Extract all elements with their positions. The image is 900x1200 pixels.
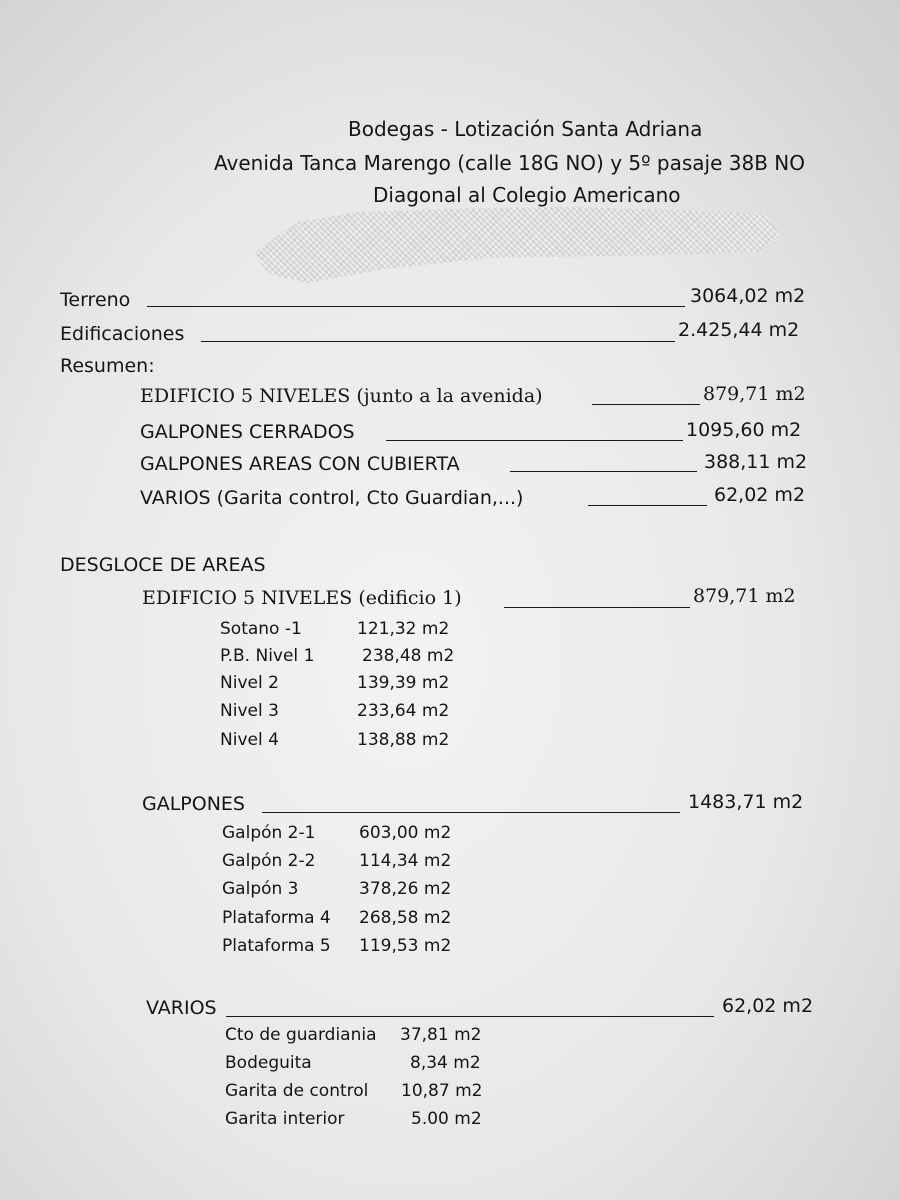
galpones-item-label: Plataforma 5 [222,936,331,956]
edificio-value: 879,71 m2 [693,585,796,607]
varios-item-label: Garita de control [225,1081,369,1101]
galpones-item-label: Galpón 2-1 [222,823,316,843]
leader-line [226,1016,714,1017]
galpones-item-value: 119,53 m2 [359,936,452,956]
edificaciones-value: 2.425,44 m2 [678,319,800,341]
edificio-item-label: Sotano -1 [220,619,302,639]
varios-item-label: Garita interior [225,1109,345,1129]
resumen-title: Resumen: [60,355,155,377]
edificio-label: EDIFICIO 5 NIVELES (edificio 1) [142,587,462,609]
galpones-item-value: 114,34 m2 [359,851,452,871]
edificio-item-label: Nivel 2 [220,673,279,693]
varios-item-label: Bodeguita [225,1053,312,1073]
varios-item-label: Cto de guardiania [225,1025,377,1045]
resumen-item-value: 1095,60 m2 [686,419,802,441]
resumen-item-label: GALPONES AREAS CON CUBIERTA [140,453,460,475]
edificio-item-label: Nivel 4 [220,730,279,750]
varios-item-value: 5.00 m2 [411,1109,482,1129]
resumen-item-value: 62,02 m2 [714,484,806,506]
galpones-item-label: Galpón 2-2 [222,851,316,871]
edificio-item-value: 238,48 m2 [362,646,455,666]
edificio-item-label: P.B. Nivel 1 [220,646,315,666]
terreno-label: Terreno [60,289,131,311]
terreno-value: 3064,02 m2 [690,285,806,307]
header-title: Bodegas - Lotización Santa Adriana [348,117,703,141]
leader-line [262,812,680,813]
edificaciones-label: Edificaciones [60,323,185,345]
varios-item-value: 37,81 m2 [400,1025,482,1045]
galpones-label: GALPONES [142,793,245,815]
edificio-item-label: Nivel 3 [220,701,279,721]
galpones-value: 1483,71 m2 [688,791,804,813]
galpones-item-value: 268,58 m2 [359,908,452,928]
galpones-item-label: Plataforma 4 [222,908,331,928]
leader-line [147,306,685,307]
edificio-item-value: 138,88 m2 [357,730,450,750]
varios-label: VARIOS [146,997,217,1019]
galpones-item-value: 603,00 m2 [359,823,452,843]
header-address: Avenida Tanca Marengo (calle 18G NO) y 5º pasaje 38B NO [214,151,805,175]
resumen-item-label: EDIFICIO 5 NIVELES (junto a la avenida) [140,385,543,407]
resumen-item-value: 388,11 m2 [704,451,808,473]
edificio-item-value: 233,64 m2 [357,701,450,721]
varios-item-value: 10,87 m2 [401,1081,483,1101]
resumen-item-label: VARIOS (Garita control, Cto Guardian,...) [140,487,524,509]
edificio-item-value: 121,32 m2 [357,619,450,639]
varios-value: 62,02 m2 [722,995,814,1017]
redacted-area [255,205,780,290]
leader-line [504,607,690,608]
leader-line [386,440,683,441]
leader-line [510,471,697,472]
galpones-item-label: Galpón 3 [222,879,299,899]
leader-line [588,505,707,506]
varios-item-value: 8,34 m2 [410,1053,481,1073]
resumen-item-label: GALPONES CERRADOS [140,421,355,443]
resumen-item-value: 879,71 m2 [703,383,806,405]
header-reference: Diagonal al Colegio Americano [373,183,681,207]
galpones-item-value: 378,26 m2 [359,879,452,899]
desgloce-title: DESGLOCE DE AREAS [60,554,266,576]
edificio-item-value: 139,39 m2 [357,673,450,693]
leader-line [201,341,675,342]
leader-line [592,404,700,405]
